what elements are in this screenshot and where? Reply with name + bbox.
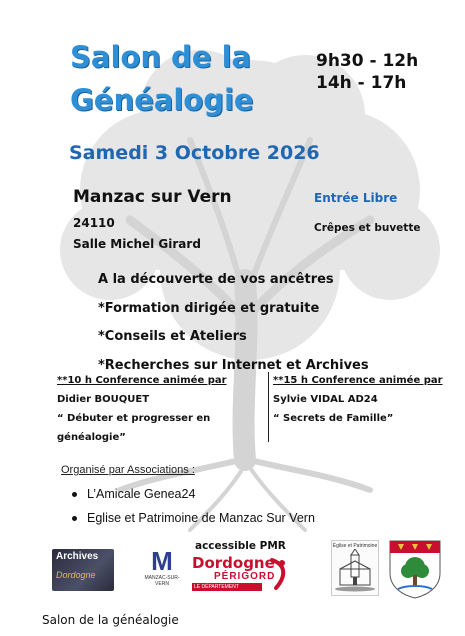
venue-hall: Salle Michel Girard bbox=[73, 237, 201, 251]
conference-heading: **15 h Conference animée par bbox=[273, 375, 443, 386]
manzac-logo-mark: M bbox=[151, 546, 173, 576]
food-info: Crêpes et buvette bbox=[314, 222, 421, 234]
organizer-name: L’Amicale Genea24 bbox=[87, 487, 196, 501]
opening-hours bbox=[316, 50, 418, 94]
eglise-logo-text: Église et Patrimoine bbox=[332, 543, 378, 549]
poster-title bbox=[70, 36, 310, 122]
conference-speaker: Didier BOUQUET bbox=[57, 394, 150, 405]
organizer-name: Eglise et Patrimoine de Manzac Sur Vern bbox=[87, 511, 315, 525]
dordogne-logo-text: Dordogne bbox=[192, 554, 275, 572]
conference-title: “ Débuter et progresser en bbox=[57, 413, 211, 424]
conference-title: généalogie” bbox=[57, 432, 126, 443]
dordogne-logo bbox=[192, 554, 292, 592]
partner-logos bbox=[40, 537, 460, 599]
archives-logo bbox=[52, 549, 114, 591]
list-item bbox=[72, 506, 315, 530]
organizers-heading: Organisé par Associations : bbox=[61, 464, 195, 476]
manzac-logo-text: MANZAC-SUR-VERN bbox=[144, 575, 180, 587]
eglise-patrimoine-logo bbox=[331, 540, 379, 596]
feature-item: *Recherches sur Internet et Archives bbox=[98, 357, 369, 373]
feature-item: *Conseils et Ateliers bbox=[98, 329, 247, 344]
conference-divider bbox=[268, 372, 269, 442]
dordogne-logo-band-text: LE DÉPARTEMENT bbox=[194, 584, 239, 590]
venue-name: Manzac sur Vern bbox=[73, 187, 232, 207]
hours-afternoon: 14h - 17h bbox=[316, 73, 407, 93]
feature-item: *Formation dirigée et gratuite bbox=[98, 300, 320, 316]
bullet-icon bbox=[72, 516, 77, 521]
archives-logo-text: Archives bbox=[56, 551, 99, 562]
coat-of-arms-icon bbox=[388, 539, 442, 599]
conference-heading: **10 h Conference animée par bbox=[57, 375, 227, 386]
swoosh-icon bbox=[268, 558, 290, 590]
dordogne-logo-band bbox=[192, 583, 262, 591]
manzac-logo bbox=[140, 547, 184, 595]
coat-of-arms-logo bbox=[388, 539, 442, 599]
hours-morning: 9h30 - 12h bbox=[316, 51, 419, 71]
event-date: Samedi 3 Octobre 2026 bbox=[69, 142, 320, 164]
conference-afternoon bbox=[273, 371, 443, 428]
entry-free: Entrée Libre bbox=[314, 191, 398, 205]
list-item bbox=[72, 482, 315, 506]
archives-logo-subtext: Dordogne bbox=[56, 570, 96, 580]
bullet-icon bbox=[72, 492, 77, 497]
event-poster bbox=[40, 20, 460, 600]
image-caption: Salon de la généalogie bbox=[42, 613, 179, 627]
conference-morning bbox=[57, 371, 227, 447]
feature-list bbox=[98, 266, 369, 380]
church-icon bbox=[332, 549, 378, 593]
title-line-2: Généalogie bbox=[70, 83, 254, 117]
title-line-1: Salon de la bbox=[70, 40, 252, 74]
pmr-accessibility-label: accessible PMR bbox=[195, 540, 286, 552]
dordogne-logo-subtext: PÉRIGORD bbox=[214, 571, 276, 582]
feature-item: A la découverte de vos ancêtres bbox=[98, 272, 334, 287]
venue-postcode: 24110 bbox=[73, 216, 115, 230]
conference-speaker: Sylvie VIDAL AD24 bbox=[273, 394, 378, 405]
organizers-list bbox=[72, 482, 315, 530]
conference-title: “ Secrets de Famille” bbox=[273, 413, 394, 424]
